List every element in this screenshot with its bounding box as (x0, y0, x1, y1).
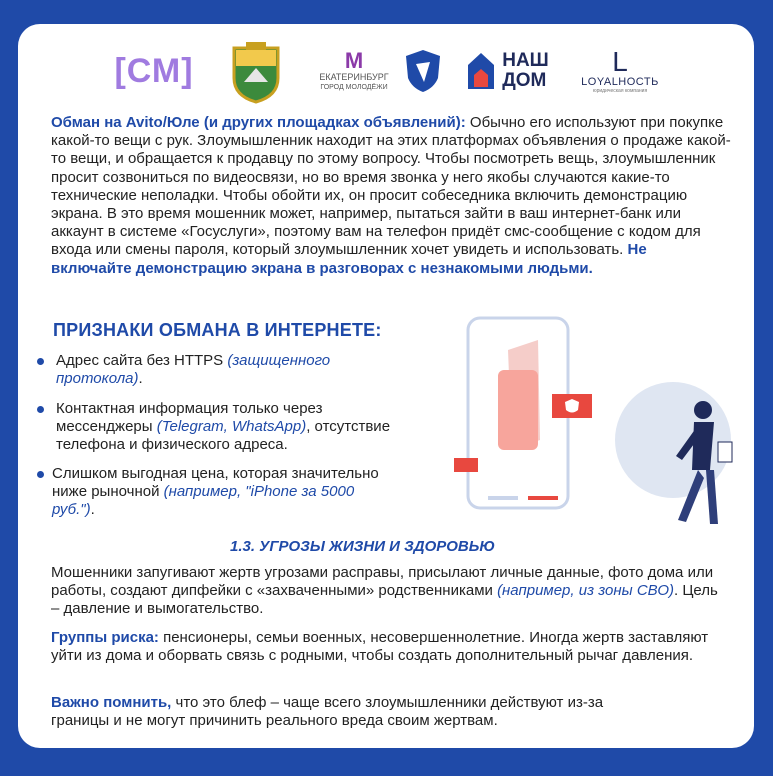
bullet-end: . (90, 501, 95, 518)
bullet-italic: (защищенного протокола) (56, 352, 331, 387)
sm-logo-text: [СМ] (114, 51, 194, 90)
bullet-text: Слишком выгодная цена, которая значительно ниже рыночной (52, 465, 379, 500)
shield-logo (400, 36, 446, 106)
intro-paragraph (51, 114, 731, 278)
ekb-youth-logo: M ЕКАТЕРИНБУРГ ГОРОД МОЛОДЁЖИ (319, 48, 389, 91)
bullet-dot (37, 358, 44, 365)
sign-bullet-https (56, 352, 386, 388)
phone-screen-block (498, 370, 538, 450)
loyalnost-text: LOYALНОСТЬ (581, 76, 659, 88)
loyalnost-subtext: юридическая компания (592, 88, 648, 94)
sign-bullet-messengers (56, 400, 391, 454)
bullet-italic: (например, "iPhone за 5000 руб.") (52, 483, 355, 518)
threats-p1-text: Мошенники запугивают жертв угрозами расправы, присылают личные данные, фото дома или работы, создают дипфейки с «захваченными» родственниками (51, 564, 714, 600)
bullet-italic: (Telegram, WhatsApp) (156, 418, 307, 435)
sm-logo (104, 36, 204, 106)
threats-p1-end: . Цель – давление и вымогательство. (51, 582, 718, 618)
info-card (18, 24, 754, 748)
ekb-line1: ЕКАТЕРИНБУРГ (319, 72, 389, 82)
threats-paragraph-3 (51, 694, 651, 730)
intro-warning: Не включайте демонстрацию экрана в разговорах с незнакомыми людьми. (51, 241, 647, 277)
bullet-end: . (138, 370, 143, 387)
phone-fraud-illustration (448, 310, 748, 550)
small-warning-icon (454, 458, 478, 472)
bullet-text: Контактная информация только через мессенджеры (56, 400, 323, 435)
threats-p1-italic: (например, из зоны СВО) (497, 582, 674, 600)
nash-dom-line1: НАШ (502, 50, 549, 71)
risk-groups-label: Группы риска: (51, 629, 159, 646)
sign-bullet-price (52, 465, 392, 519)
bullet-dot (37, 471, 44, 478)
bullet-dot (37, 406, 44, 413)
threats-heading: 1.3. УГРОЗЫ ЖИЗНИ И ЗДОРОВЬЮ (230, 538, 496, 555)
threats-paragraph-2 (51, 629, 719, 665)
bullet-text: Адрес сайта без HTTPS (56, 352, 228, 369)
important-label: Важно помнить, (51, 694, 172, 711)
coat-of-arms-logo (223, 36, 289, 106)
loyalnost-logo: L LOYALНОСТЬ юридическая компания (581, 46, 659, 94)
nash-dom-logo (460, 36, 555, 106)
partner-logos (18, 36, 754, 106)
intro-text: Обычно его используют при покупке какой-то вещи с рук. Злоумышленник находит на этих платформах объявления о продаже какой-то вещи, и обращается к продавцу по этому вопросу. Чтобы посмотреть вещь, злоумышленник просит созвониться по видеосвязи, но во время звонка у него якобы случаются какие-то технические неполадки. Чтобы обойти их, он просит собеседника включить демонстрацию экрана. В это время мошенник может, например, пытаться зайти в ваш интернет-банк или аккаунт в системе «Госуслуги», поэтому вам на телефон придёт смс-сообщение с кодом для входа или смены пароля, который злоумышленник хочет увидеть и использовать. (51, 114, 731, 259)
ekb-line2: ГОРОД МОЛОДЁЖИ (320, 84, 388, 91)
risk-groups-text: пенсионеры, семьи военных, несовершеннолетние. Иногда жертв заставляют уйти из дома и оборвать связь с родными, чтобы создать дополнительный рычаг давления. (51, 629, 709, 665)
threats-paragraph-1 (51, 564, 719, 619)
nash-dom-line2: ДОМ (502, 70, 547, 91)
bullet-end: , отсутствие телефона и физического адреса. (56, 418, 391, 453)
intro-title: Обман на Avito/Юле (и других площадках объявлений): (51, 114, 466, 131)
important-text: что это блеф – чаще всего злоумышленники действуют из-за границы и не могут причинить реального вреда своим жертвам. (51, 694, 604, 730)
signs-heading: ПРИЗНАКИ ОБМАНА В ИНТЕРНЕТЕ: (53, 320, 382, 340)
